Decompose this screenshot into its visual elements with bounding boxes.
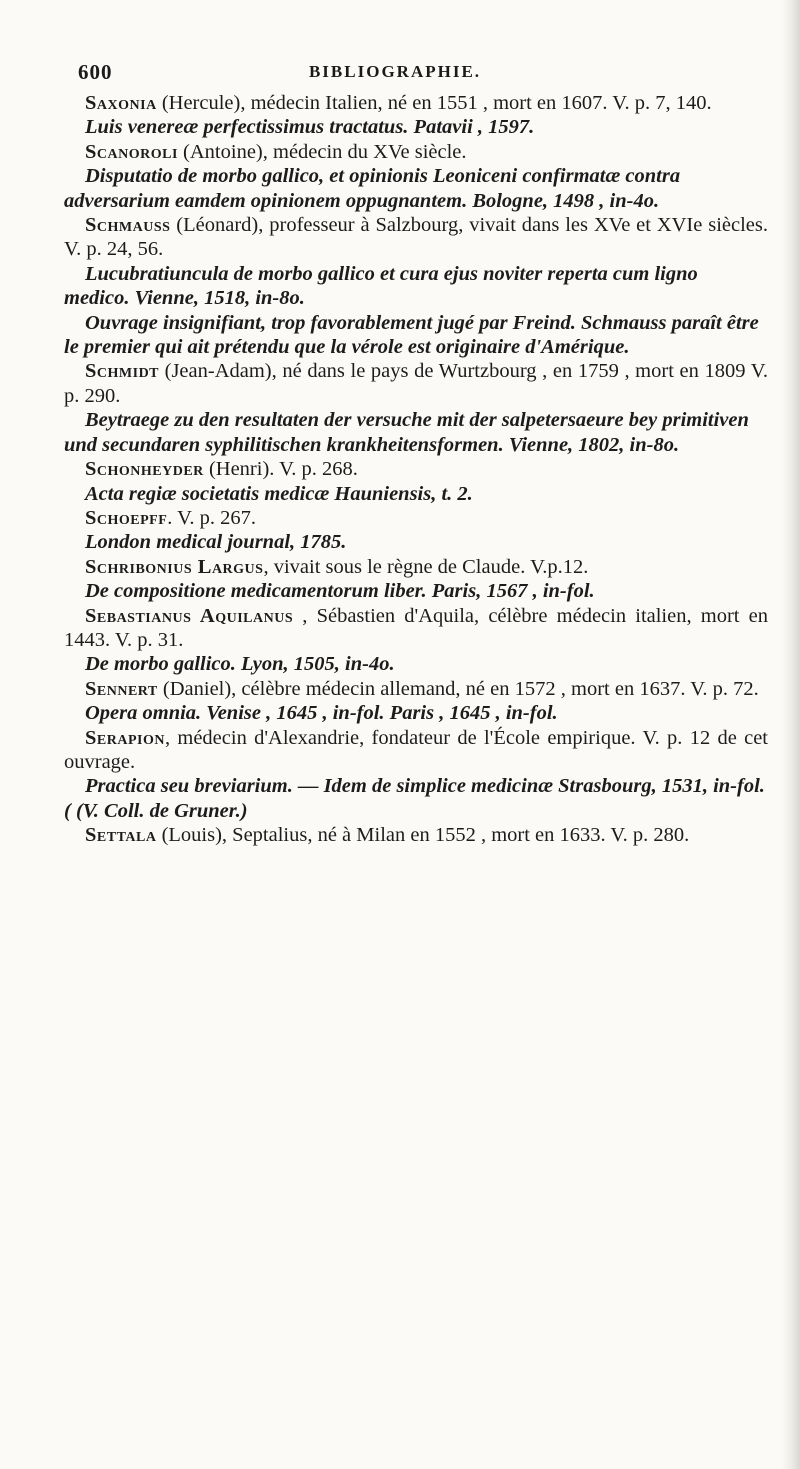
work-title: Luis venereæ perfectissimus tractatus. Patavii , 1597.: [85, 116, 535, 139]
work-title: Disputatio de morbo gallico, et opinionis Leoniceni confirmatæ contra adversarium eamdem opinionem oppugnantem. Bologne, 1498 , in-4o.: [64, 165, 681, 212]
entry-author: [64, 726, 768, 775]
author-name: Settala: [85, 824, 157, 847]
page-edge-shadow: [782, 0, 800, 1469]
author-name: Sennert: [85, 677, 158, 700]
author-details: . V. p. 267.: [167, 506, 256, 529]
entry-author: [64, 91, 768, 115]
author-details: (Louis), Septalius, né à Milan en 1552 , mort en 1633. V. p. 280.: [156, 824, 690, 847]
author-details: (Léonard), professeur à Salzbourg, vivait dans les XVe et XVIe siècles. V. p. 24, 56.: [64, 214, 768, 261]
entry-author: [64, 140, 768, 164]
author-name: Saxonia: [85, 92, 157, 114]
author-name: Schribonius Largus: [85, 555, 264, 578]
entry-author: [64, 555, 768, 579]
work-title: Beytraege zu den resultaten der versuche mit der salpetersaeure bey primitiven und secundaren syphilitischen krankheitensformen. Vienne, 1802, in-8o.: [64, 409, 749, 456]
entry-author: [64, 506, 768, 530]
entry-author: [64, 359, 768, 408]
author-details: , médecin d'Alexandrie, fondateur de l'École empirique. V. p. 12 de cet ouvrage.: [64, 726, 768, 773]
entry-author: [64, 823, 768, 847]
entry-author: [64, 457, 768, 481]
author-details: , vivait sous le règne de Claude. V.p.12.: [263, 555, 589, 578]
author-name: Serapion: [85, 726, 165, 749]
author-details: (Henri). V. p. 268.: [203, 458, 358, 481]
author-details: , Sébastien d'Aquila, célèbre médecin italien, mort en 1443. V. p. 31.: [64, 604, 768, 651]
author-name: Schoepff: [85, 506, 168, 529]
work-title: Practica seu breviarium. — Idem de simplice medicinæ Strasbourg, 1531, in-fol. ( (V. Coll. de Gruner.): [64, 775, 765, 822]
work-title: De morbo gallico. Lyon, 1505, in-4o.: [85, 653, 395, 676]
work-title: Acta regiæ societatis medicæ Hauniensis, t. 2.: [85, 482, 473, 505]
author-details: (Antoine), médecin du XVe siècle.: [177, 140, 467, 163]
entry-author: [64, 604, 768, 653]
author-name: Schonheyder: [85, 458, 204, 481]
author-details: (Jean-Adam), né dans le pays de Wurtzbourg , en 1759 , mort en 1809 V. p. 290.: [64, 360, 768, 407]
author-name: Sebastianus Aquilanus: [85, 604, 294, 627]
work-title: De compositione medicamentorum liber. Paris, 1567 , in-fol.: [85, 580, 595, 603]
entry-author: [64, 213, 768, 262]
author-name: Schmidt: [85, 360, 160, 383]
editor-comment: Ouvrage insignifiant, trop favorablement jugé par Freind. Schmauss paraît être le premier qui ait prétendu que la vérole est originaire d'Amérique.: [64, 311, 759, 359]
work-title: London medical journal, 1785.: [85, 531, 347, 554]
entry-author: [64, 677, 768, 701]
author-name: Schmauss: [85, 214, 171, 237]
work-title: Opera omnia. Venise , 1645 , in-fol. Paris , 1645 , in-fol.: [85, 702, 558, 725]
author-details: (Hercule), médecin Italien, né en 1551 , mort en 1607. V. p. 7, 140.: [156, 92, 712, 114]
page-header: [78, 60, 772, 90]
bibliography-text: [64, 91, 768, 848]
work-title: Lucubratiuncula de morbo gallico et cura ejus noviter reperta cum ligno medico. Vienne, 1518, in-8o.: [64, 262, 698, 310]
author-name: Scanoroli: [85, 140, 178, 163]
author-details: (Daniel), célèbre médecin allemand, né en 1572 , mort en 1637. V. p. 72.: [157, 677, 759, 700]
running-title: BIBLIOGRAPHIE.: [308, 62, 482, 81]
page-number: 600: [78, 60, 113, 84]
